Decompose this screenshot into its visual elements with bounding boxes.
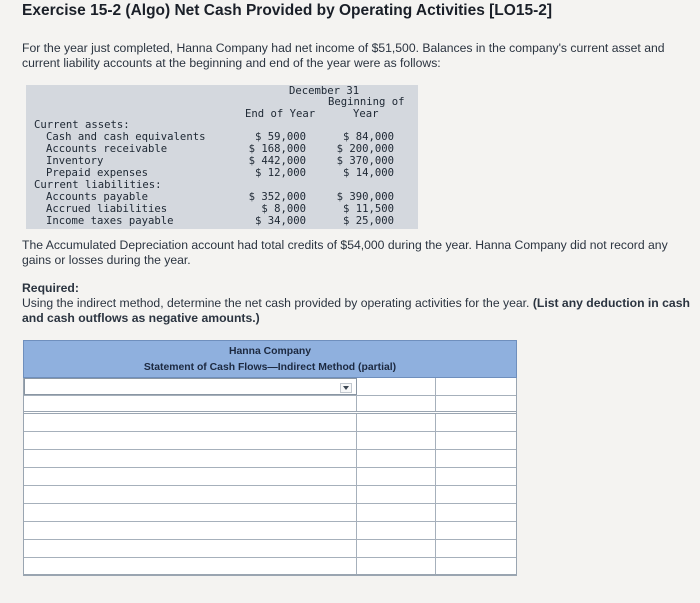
- line-item-select[interactable]: [24, 414, 357, 431]
- total-input[interactable]: [436, 450, 516, 467]
- amount-input[interactable]: [357, 378, 436, 395]
- row-label: Prepaid expenses: [46, 167, 149, 179]
- required-emphasis-a: (List any deduction in cash: [532, 296, 690, 310]
- worksheet-row: [24, 414, 516, 432]
- row-end-value: $ 442,000: [248, 155, 306, 167]
- worksheet-row: [24, 504, 516, 522]
- total-input[interactable]: [436, 432, 516, 449]
- required-section: [22, 281, 690, 326]
- col-begin-line2: Year: [353, 108, 379, 120]
- row-end-value: $ 12,000: [254, 167, 306, 179]
- line-item-select[interactable]: [24, 504, 357, 521]
- row-begin-value: $ 390,000: [336, 191, 394, 203]
- depreciation-paragraph: [22, 238, 668, 268]
- line-item-select[interactable]: [24, 522, 357, 539]
- intro-line-2: current liability accounts at the beginning and end of the year were as follows:: [22, 56, 441, 70]
- worksheet-grid: [23, 378, 517, 576]
- amount-input[interactable]: [357, 522, 436, 539]
- total-input[interactable]: [436, 504, 516, 521]
- intro-paragraph: [22, 41, 665, 71]
- row-begin-value: $ 84,000: [342, 131, 394, 143]
- row-begin-value: $ 14,000: [342, 167, 394, 179]
- line-item-select[interactable]: [24, 486, 357, 503]
- worksheet-statement: Statement of Cash Flows—Indirect Method (partial): [143, 362, 397, 373]
- row-end-value: $ 34,000: [254, 215, 306, 227]
- depreciation-line-2: gains or losses during the year.: [22, 253, 191, 267]
- worksheet-company: Hanna Company: [229, 346, 311, 357]
- amount-input[interactable]: [357, 414, 436, 431]
- line-item-select[interactable]: [24, 432, 357, 449]
- row-label: Income taxes payable: [46, 215, 174, 227]
- worksheet-row: [24, 396, 516, 414]
- row-label: Cash and cash equivalents: [46, 131, 206, 143]
- line-item-select[interactable]: [24, 468, 357, 485]
- worksheet-row: [24, 450, 516, 468]
- col-begin-line1: Beginning of: [328, 96, 405, 108]
- total-input[interactable]: [436, 378, 516, 395]
- row-end-value: $ 8,000: [261, 203, 306, 215]
- row-end-value: $ 352,000: [248, 191, 306, 203]
- total-input[interactable]: [436, 414, 516, 431]
- row-label: Inventory: [46, 155, 104, 167]
- amount-input[interactable]: [357, 504, 436, 521]
- depreciation-line-1: The Accumulated Depreciation account had total credits of $54,000 during the year. Hanna Company did not record any: [22, 238, 668, 252]
- row-label: Accounts payable: [46, 191, 149, 203]
- worksheet-row: [24, 558, 516, 576]
- amount-input[interactable]: [357, 396, 436, 411]
- worksheet-header: [23, 340, 517, 378]
- line-item-select[interactable]: [24, 558, 357, 574]
- worksheet-row: [24, 540, 516, 558]
- assets-heading: Current assets:: [34, 119, 130, 131]
- row-label: Accrued liabilities: [46, 203, 168, 215]
- chevron-down-icon[interactable]: [340, 383, 352, 393]
- amount-input[interactable]: [357, 450, 436, 467]
- total-input[interactable]: [436, 468, 516, 485]
- amount-input[interactable]: [357, 432, 436, 449]
- total-input[interactable]: [436, 396, 516, 411]
- worksheet-row: [24, 378, 516, 396]
- required-emphasis-b: and cash outflows as negative amounts.): [22, 311, 260, 325]
- col-end-header: End of Year: [245, 108, 316, 120]
- required-label: Required:: [22, 281, 79, 295]
- total-input[interactable]: [436, 540, 516, 557]
- row-end-value: $ 59,000: [254, 131, 306, 143]
- amount-input[interactable]: [357, 540, 436, 557]
- row-begin-value: $ 11,500: [342, 203, 394, 215]
- total-input[interactable]: [436, 558, 516, 574]
- row-begin-value: $ 25,000: [342, 215, 394, 227]
- intro-line-1: For the year just completed, Hanna Company had net income of $51,500. Balances in the company's current asset and: [22, 41, 665, 55]
- page-title: Exercise 15-2 (Algo) Net Cash Provided by Operating Activities [LO15-2]: [22, 2, 553, 19]
- amount-input[interactable]: [357, 468, 436, 485]
- row-end-value: $ 168,000: [248, 143, 306, 155]
- required-text: Using the indirect method, determine the net cash provided by operating activities for the year.: [22, 296, 530, 310]
- amount-input[interactable]: [357, 558, 436, 574]
- worksheet-row: [24, 486, 516, 504]
- line-item-select[interactable]: [24, 396, 357, 411]
- total-input[interactable]: [436, 522, 516, 539]
- row-label: Accounts receivable: [46, 143, 168, 155]
- line-item-select[interactable]: [24, 378, 357, 395]
- line-item-select[interactable]: [24, 540, 357, 557]
- row-begin-value: $ 200,000: [336, 143, 394, 155]
- worksheet-row: [24, 468, 516, 486]
- total-input[interactable]: [436, 486, 516, 503]
- required-line-1: [22, 296, 690, 311]
- balances-table: [26, 85, 418, 229]
- worksheet-row: [24, 522, 516, 540]
- header-date: December 31: [289, 85, 360, 97]
- amount-input[interactable]: [357, 486, 436, 503]
- worksheet-row: [24, 432, 516, 450]
- line-item-select[interactable]: [24, 450, 357, 467]
- row-begin-value: $ 370,000: [336, 155, 394, 167]
- liabilities-heading: Current liabilities:: [34, 179, 162, 191]
